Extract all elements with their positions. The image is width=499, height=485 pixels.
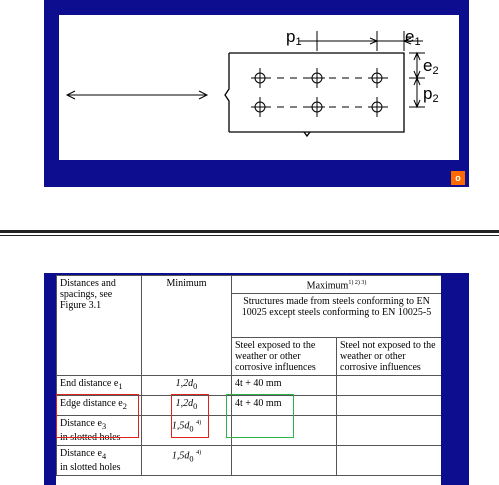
label-e1: e1	[405, 27, 421, 48]
row-max-not-exposed	[337, 446, 442, 476]
row-minimum: $1,2d_0$	[142, 396, 232, 416]
table-row	[57, 416, 442, 446]
label-p1: p1	[286, 27, 302, 48]
table-row	[57, 396, 442, 416]
diagram-svg	[59, 15, 459, 160]
row-max-exposed: 4t + 40 mm	[232, 376, 337, 396]
row-max-exposed	[232, 446, 337, 476]
row-label: Edge distance $e_2$	[57, 396, 142, 416]
label-p2: p2	[423, 84, 439, 105]
row-label: Distance $e_3$ in slotted holes	[57, 416, 142, 446]
row-max-exposed	[232, 416, 337, 446]
subheader-structures: Structures made from steels conforming to EN 10025 except steels conforming to EN 10025-5	[232, 294, 442, 338]
divider-thin	[0, 235, 499, 236]
row-max-not-exposed	[337, 416, 442, 446]
spacing-table	[56, 275, 441, 476]
row-max-not-exposed	[337, 376, 442, 396]
row-label: Distance $e_4$ in slotted holes	[57, 446, 142, 476]
force-arrow	[67, 91, 207, 99]
subheader-not-exposed: Steel not exposed to the weather or other corrosive influences	[337, 338, 442, 376]
row-max-exposed: 4t + 40 mm	[232, 396, 337, 416]
slide-badge[interactable]: o	[451, 171, 465, 185]
row-label: End distance $e_1$	[57, 376, 142, 396]
table-row	[57, 376, 442, 396]
label-e2: e2	[423, 56, 439, 77]
row-minimum: $1,5d_0$ $^{4)}$	[142, 446, 232, 476]
subheader-exposed: Steel exposed to the weather or other corrosive influences	[232, 338, 337, 376]
row-max-not-exposed	[337, 396, 442, 416]
plate-outline	[225, 53, 404, 136]
row-minimum: $1,5d_0$ $^{4)}$	[142, 416, 232, 446]
header-distances: Distances and spacings, see Figure 3.1	[57, 276, 142, 376]
row-minimum: $1,2d_0$	[142, 376, 232, 396]
header-maximum: Maximum$^{1) 2) 3)}$	[232, 276, 442, 294]
bolt-spacing-diagram	[59, 15, 459, 160]
table-row	[57, 446, 442, 476]
divider	[0, 230, 499, 233]
header-minimum: Minimum	[142, 276, 232, 376]
bolt-holes	[252, 68, 385, 117]
spacing-table-panel	[56, 275, 441, 485]
